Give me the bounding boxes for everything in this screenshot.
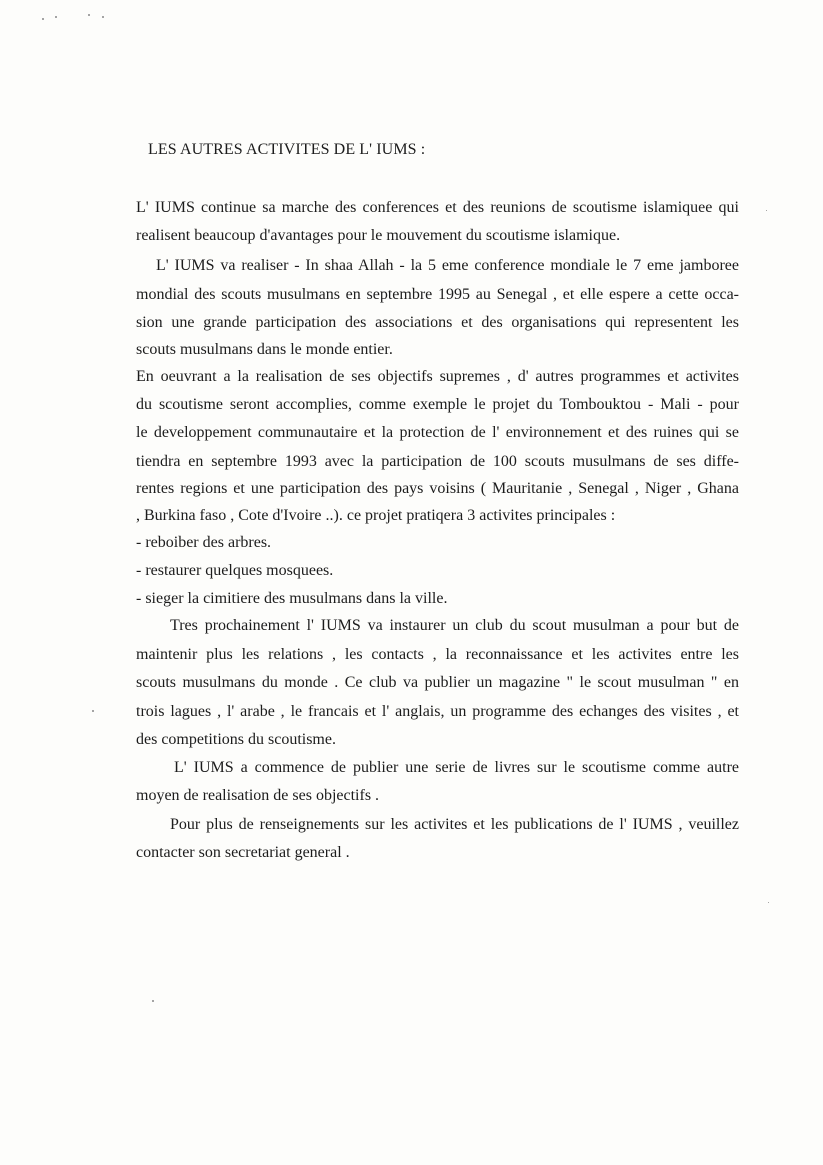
- text-line: Pour plus de renseignements sur les activites et les publications de l' IUMS , veuillez: [170, 816, 739, 833]
- scan-speck: [92, 710, 94, 712]
- text-line: scouts musulmans dans le monde entier.: [136, 341, 393, 358]
- text-line: des competitions du scoutisme.: [136, 731, 336, 748]
- scan-speck: [88, 14, 90, 16]
- text-line: tiendra en septembre 1993 avec la participation de 100 scouts musulmans de ses diffe-: [136, 453, 739, 470]
- scan-speck: [766, 210, 767, 211]
- text-line: L' IUMS continue sa marche des conferences et des reunions de scoutisme islamiquee qui: [136, 199, 739, 216]
- section-heading: LES AUTRES ACTIVITES DE L' IUMS :: [148, 141, 426, 158]
- text-line: L' IUMS va realiser - In shaa Allah - la 5 eme conference mondiale le 7 eme jamboree: [156, 257, 739, 274]
- scan-speck: [42, 18, 44, 20]
- scan-speck: [768, 902, 769, 903]
- text-line: le developpement communautaire et la protection de l' environnement et des ruines qui se: [136, 424, 739, 441]
- text-line: realisent beaucoup d'avantages pour le mouvement du scoutisme islamique.: [136, 227, 621, 244]
- text-line: maintenir plus les relations , les contacts , la reconnaissance et les activites entre les: [136, 646, 739, 663]
- text-line: En oeuvrant a la realisation de ses objectifs supremes , d' autres programmes et activites: [136, 368, 739, 385]
- text-line: moyen de realisation de ses objectifs .: [136, 787, 380, 804]
- scan-speck: [152, 1000, 154, 1002]
- text-line: trois lagues , l' arabe , le francais et l' anglais, un programme des echanges des visites , et: [136, 703, 739, 720]
- text-line: contacter son secretariat general .: [136, 844, 350, 861]
- list-item: - reboiber des arbres.: [136, 534, 272, 551]
- text-line: , Burkina faso , Cote d'Ivoire ..). ce projet pratiqera 3 activites principales :: [136, 507, 616, 524]
- list-item: - sieger la cimitiere des musulmans dans la ville.: [136, 590, 448, 607]
- text-line: Tres prochainement l' IUMS va instaurer un club du scout musulman a pour but de: [170, 617, 739, 634]
- text-line: du scoutisme seront accomplies, comme exemple le projet du Tombouktou - Mali - pour: [136, 396, 739, 413]
- text-line: rentes regions et une participation des pays voisins ( Mauritanie , Senegal , Niger , Ghana: [136, 480, 739, 497]
- text-line: L' IUMS a commence de publier une serie de livres sur le scoutisme comme autre: [174, 759, 739, 776]
- scan-speck: [55, 16, 57, 18]
- text-line: sion une grande participation des associations et des organisations qui representent les: [136, 314, 739, 331]
- text-line: scouts musulmans du monde . Ce club va publier un magazine " le scout musulman " en: [136, 674, 739, 691]
- list-item: - restaurer quelques mosquees.: [136, 562, 334, 579]
- scan-speck: [102, 16, 104, 18]
- text-line: mondial des scouts musulmans en septembre 1995 au Senegal , et elle espere a cette occa-: [136, 286, 739, 303]
